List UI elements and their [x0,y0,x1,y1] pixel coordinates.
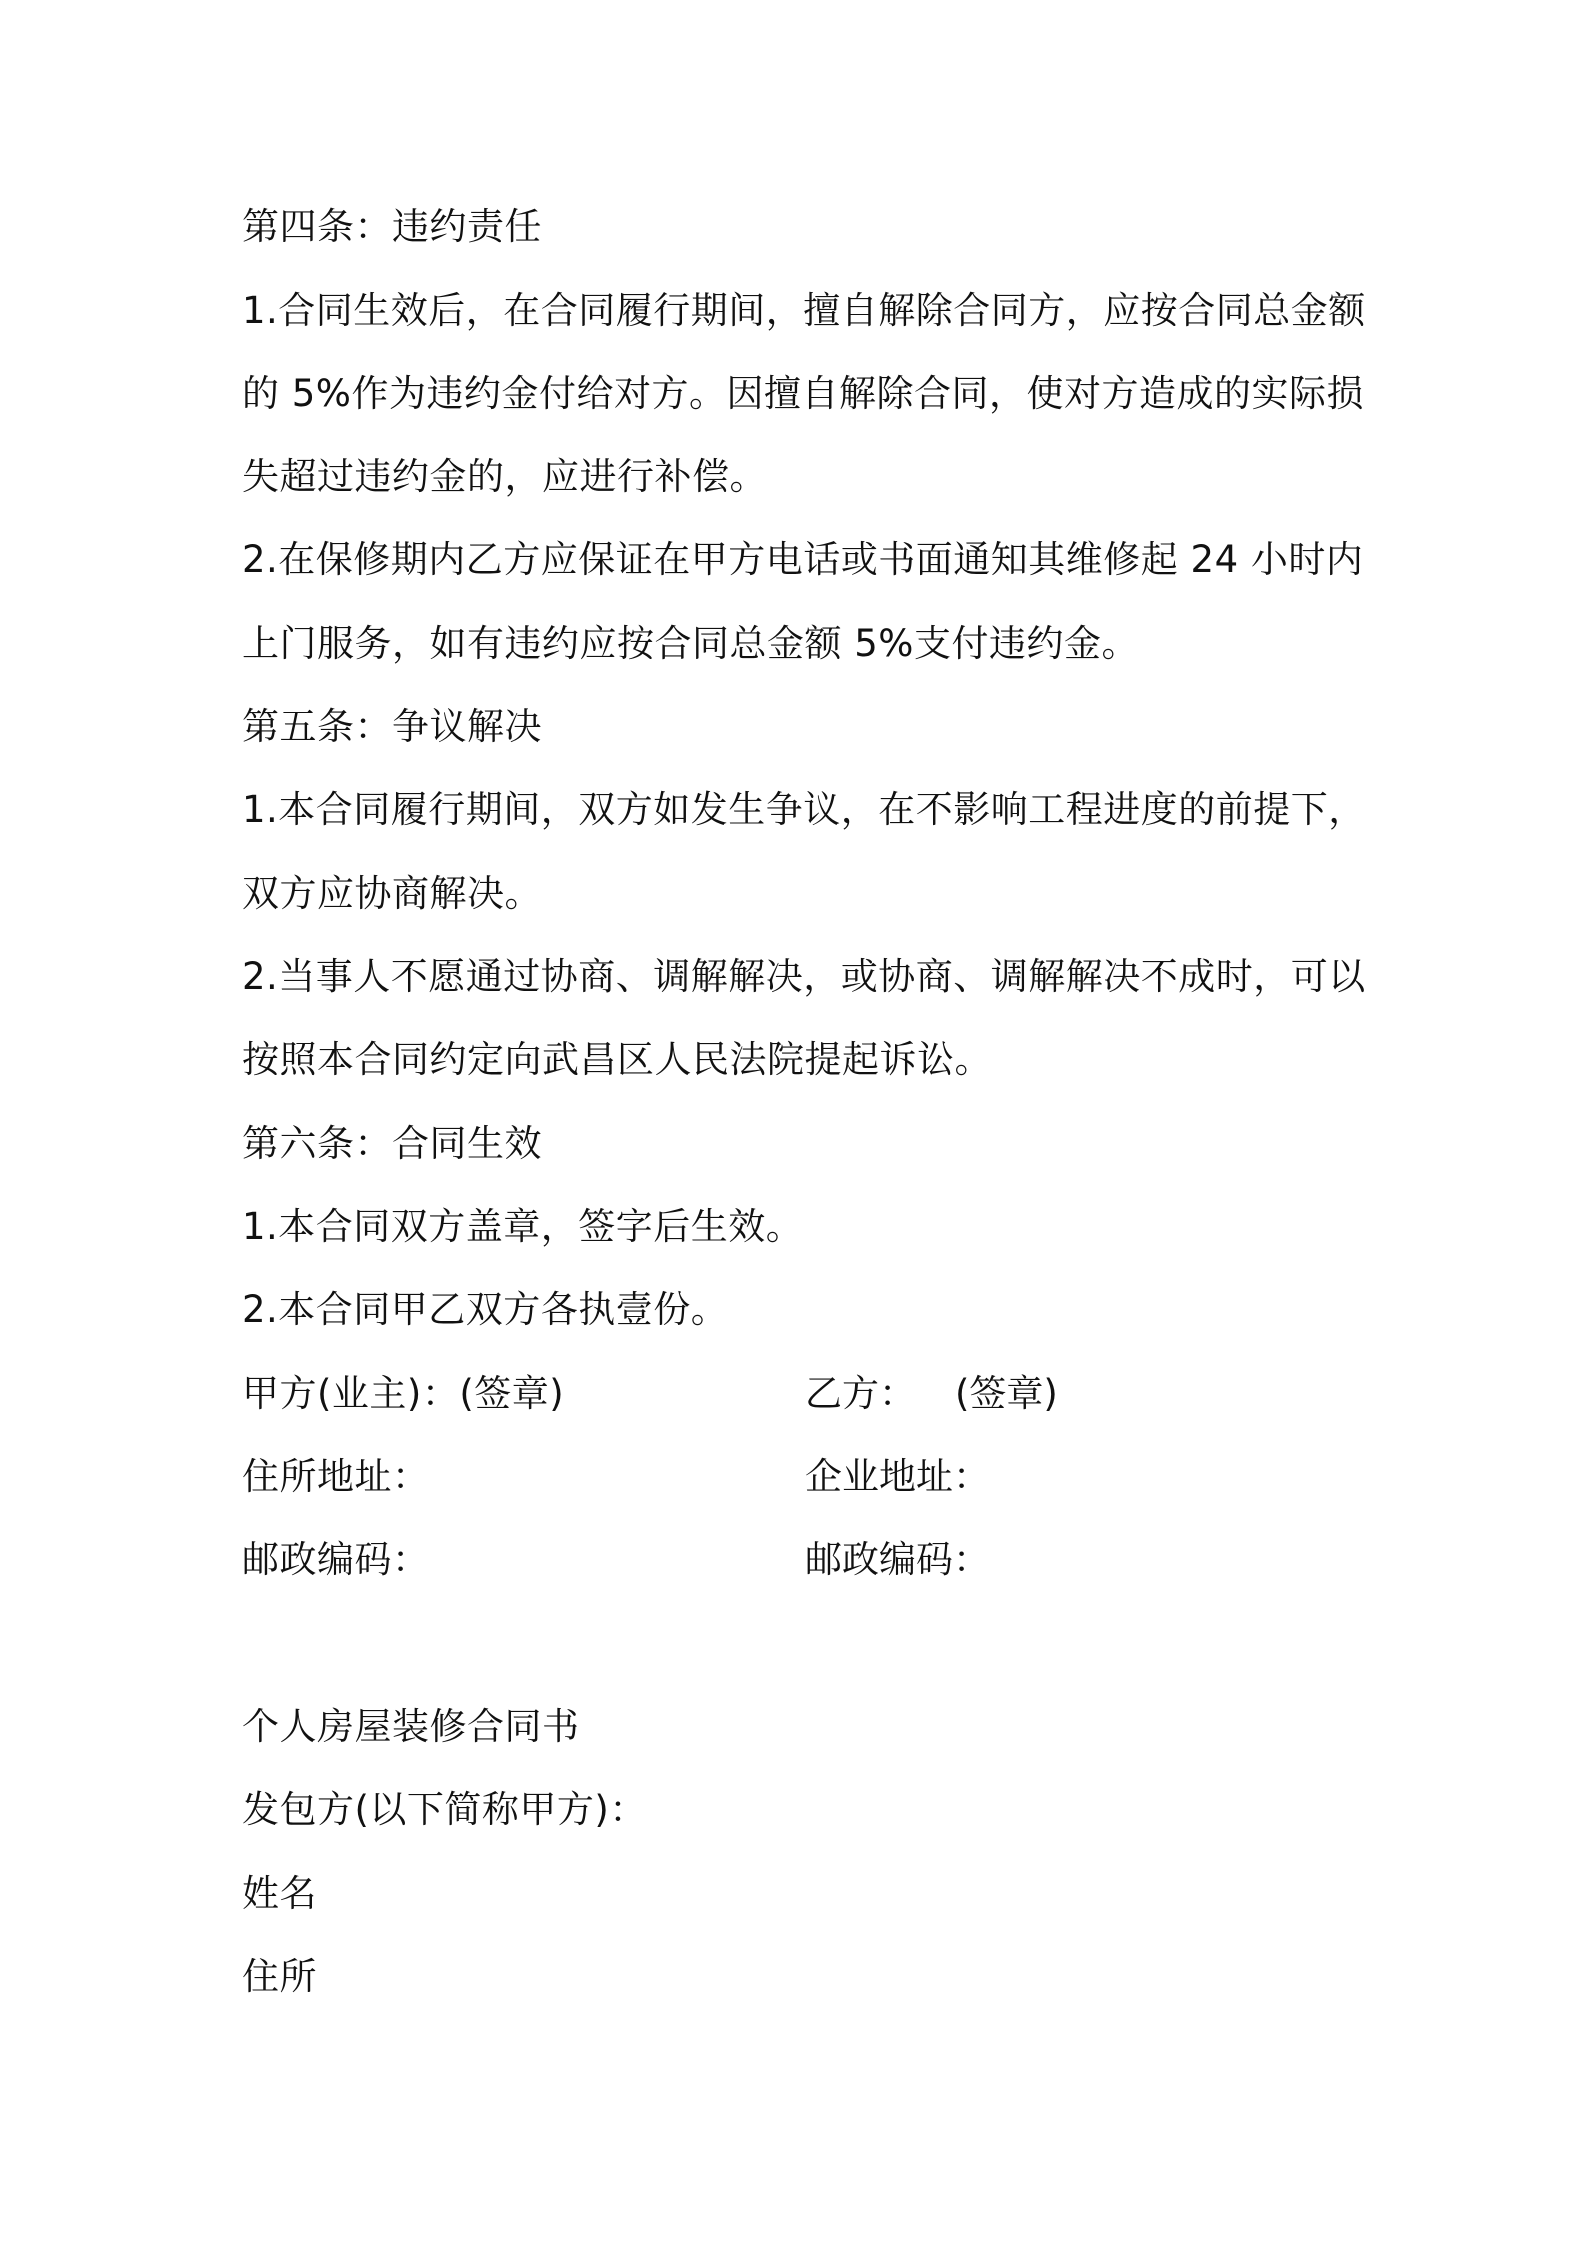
article5-p1-line1: 1.本合同履行期间，双方如发生争议，在不影响工程进度的前提下， [242,788,1366,831]
article6-p2: 2.本合同甲乙双方各执壹份。 [242,1288,729,1331]
article4-p1-line1: 1.合同生效后，在合同履行期间，擅自解除合同方，应按合同总金额 [242,289,1366,332]
next-contract-name: 姓名 [242,1872,317,1915]
party-b-seal: (签章) [955,1372,1058,1415]
next-contract-client: 发包方(以下简称甲方)： [242,1788,647,1831]
article6-heading: 第六条：合同生效 [242,1122,542,1165]
article6-p1: 1.本合同双方盖章，签字后生效。 [242,1205,804,1248]
party-a-signature: 甲方(业主)：(签章) [242,1372,565,1415]
article4-p1-line3: 失超过违约金的，应进行补偿。 [242,455,767,498]
party-b-postcode: 邮政编码： [805,1538,990,1581]
article5-p1-line2: 双方应协商解决。 [242,872,542,915]
article5-p2-line1: 2.当事人不愿通过协商、调解解决，或协商、调解解决不成时，可以 [242,955,1366,998]
party-b-label: 乙方： [805,1372,916,1415]
article4-p2-line2: 上门服务，如有违约应按合同总金额 5%支付违约金。 [242,622,1139,665]
article4-p2-line1: 2.在保修期内乙方应保证在甲方电话或书面通知其维修起 24 小时内 [242,538,1364,581]
next-contract-residence: 住所 [242,1955,317,1998]
party-a-postcode: 邮政编码： [242,1538,430,1581]
party-b-address: 企业地址： [805,1455,990,1498]
article4-p1-line2: 的 5%作为违约金付给对方。因擅自解除合同，使对方造成的实际损 [242,372,1364,415]
next-contract-title: 个人房屋装修合同书 [242,1705,580,1748]
article5-heading: 第五条：争议解决 [242,705,542,748]
party-a-address: 住所地址： [242,1455,430,1498]
article5-p2-line2: 按照本合同约定向武昌区人民法院提起诉讼。 [242,1038,992,1081]
article4-heading: 第四条：违约责任 [242,205,542,248]
